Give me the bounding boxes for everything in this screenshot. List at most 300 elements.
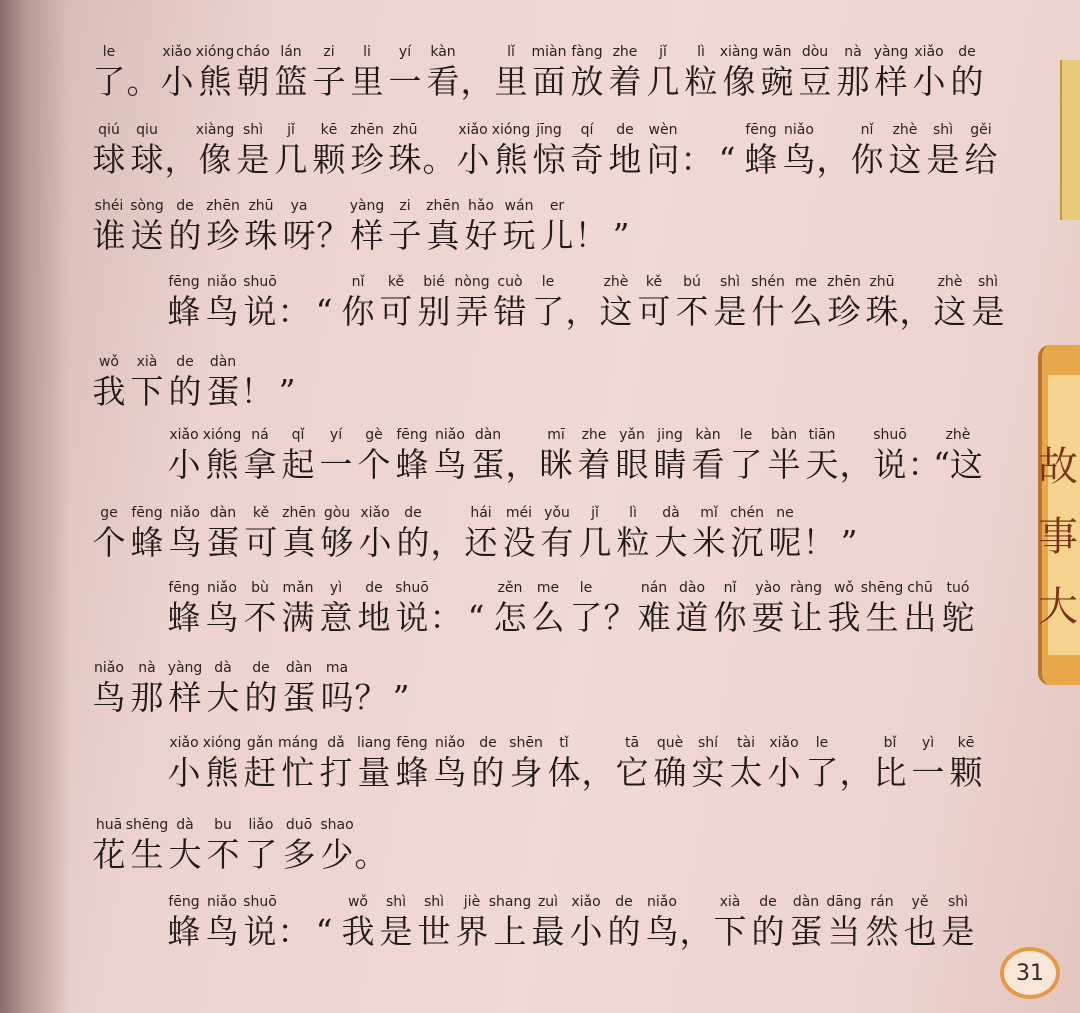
hanzi-with-pinyin	[530, 120, 568, 180]
text-line	[90, 42, 986, 102]
hanzi: ，	[505, 445, 539, 484]
hanzi: 界	[455, 912, 489, 951]
punctuation	[841, 425, 871, 485]
hanzi: ”	[612, 216, 630, 255]
hanzi: 说	[873, 445, 907, 484]
pinyin: xiǎo	[769, 735, 799, 751]
text-line	[90, 503, 864, 563]
pinyin: jīng	[536, 122, 562, 138]
pinyin: zi	[399, 198, 411, 214]
hanzi-with-pinyin	[453, 272, 491, 332]
hanzi: 蜂	[167, 292, 201, 331]
pinyin: xià	[136, 354, 158, 370]
hanzi: 鸟	[168, 523, 202, 562]
pinyin: nòng	[454, 274, 490, 290]
hanzi-with-pinyin	[507, 733, 545, 793]
pinyin: ná	[251, 427, 269, 443]
pinyin: fēng	[396, 427, 428, 443]
hanzi: ，	[816, 140, 850, 179]
hanzi: 像	[198, 140, 232, 179]
hanzi: 我	[341, 912, 375, 951]
hanzi: 面	[532, 62, 566, 101]
hanzi-with-pinyin	[128, 503, 166, 563]
hanzi-with-pinyin	[787, 578, 825, 638]
hanzi-with-pinyin	[234, 42, 272, 102]
hanzi: 个	[92, 523, 126, 562]
hanzi: 确	[653, 753, 687, 792]
pinyin: shì	[977, 274, 999, 290]
hanzi-with-pinyin	[469, 733, 507, 793]
hanzi: 惊	[532, 140, 566, 179]
pinyin: dào	[678, 580, 706, 596]
hanzi: 里	[350, 62, 384, 101]
pinyin: máng	[278, 735, 318, 751]
hanzi-with-pinyin	[348, 196, 386, 256]
hanzi: 的	[396, 523, 430, 562]
pinyin: shēn	[509, 735, 543, 751]
pinyin: xiǎo	[458, 122, 488, 138]
hanzi: 蛋	[471, 445, 505, 484]
pinyin: nà	[844, 44, 862, 60]
hanzi: 熊	[205, 753, 239, 792]
punctuation	[901, 272, 931, 332]
pinyin: jǐ	[659, 44, 667, 60]
hanzi-with-pinyin	[272, 120, 310, 180]
pinyin: shì	[385, 894, 407, 910]
hanzi: 里	[494, 62, 528, 101]
hanzi-with-pinyin	[280, 815, 318, 875]
hanzi-with-pinyin	[158, 42, 196, 102]
pinyin: zhè	[603, 274, 629, 290]
hanzi-with-pinyin	[280, 503, 318, 563]
pinyin: ràng	[789, 580, 823, 596]
hanzi: 几	[274, 140, 308, 179]
hanzi-with-pinyin	[355, 578, 393, 638]
hanzi: 呢	[768, 523, 802, 562]
punctuation	[576, 196, 606, 256]
punctuation	[242, 352, 272, 412]
hanzi: 蜂	[395, 753, 429, 792]
pinyin: zhe	[612, 44, 638, 60]
pinyin: xiàng	[195, 122, 235, 138]
pinyin: niǎo	[784, 122, 814, 138]
hanzi: 生	[130, 835, 164, 874]
hanzi-with-pinyin	[834, 42, 872, 102]
hanzi-with-pinyin	[690, 503, 728, 563]
hanzi-with-pinyin	[803, 425, 841, 485]
pinyin: miàn	[531, 44, 567, 60]
hanzi: 好	[464, 216, 498, 255]
hanzi: 它	[615, 753, 649, 792]
hanzi: 下	[713, 912, 747, 951]
pinyin: bàn	[770, 427, 798, 443]
pinyin: niǎo	[435, 735, 465, 751]
hanzi: 。	[126, 62, 160, 101]
pinyin: zi	[323, 44, 335, 60]
hanzi-with-pinyin	[529, 892, 567, 952]
text-line	[165, 425, 983, 485]
pinyin: bù	[251, 580, 269, 596]
hanzi-with-pinyin	[241, 272, 279, 332]
hanzi: 鸟	[645, 912, 679, 951]
pinyin: xiǎo	[162, 44, 192, 60]
side-title-char: 事	[1038, 514, 1078, 560]
hanzi-with-pinyin	[279, 578, 317, 638]
hanzi-with-pinyin	[310, 42, 348, 102]
hanzi: 蜂	[130, 523, 164, 562]
pinyin: yě	[911, 894, 929, 910]
hanzi: 难	[637, 598, 671, 637]
hanzi-with-pinyin	[924, 120, 962, 180]
hanzi: 说	[243, 292, 277, 331]
hanzi: 下	[130, 372, 164, 411]
pinyin: méi	[505, 505, 533, 521]
hanzi-with-pinyin	[204, 815, 242, 875]
hanzi-with-pinyin	[780, 120, 818, 180]
hanzi: 米	[692, 523, 726, 562]
hanzi: 大	[654, 523, 688, 562]
hanzi: 的	[244, 678, 278, 717]
hanzi-with-pinyin	[90, 352, 128, 412]
hanzi-with-pinyin	[90, 42, 128, 102]
hanzi-with-pinyin	[530, 42, 568, 102]
hanzi: 错	[493, 292, 527, 331]
pinyin: kàn	[430, 44, 456, 60]
pinyin: fēng	[168, 894, 200, 910]
pinyin: xiǎo	[360, 505, 390, 521]
pinyin: le	[102, 44, 116, 60]
pinyin: ge	[100, 505, 118, 521]
hanzi: 样	[874, 62, 908, 101]
hanzi-with-pinyin	[863, 272, 901, 332]
punctuation	[834, 503, 864, 563]
hanzi: ，	[565, 292, 599, 331]
hanzi: 世	[417, 912, 451, 951]
hanzi-with-pinyin	[948, 42, 986, 102]
pinyin: chū	[907, 580, 933, 596]
hanzi-with-pinyin	[386, 196, 424, 256]
hanzi: 样	[350, 216, 384, 255]
pinyin: xiàng	[719, 44, 759, 60]
pinyin: gòu	[323, 505, 351, 521]
hanzi-with-pinyin	[689, 733, 727, 793]
hanzi: 出	[903, 598, 937, 637]
punctuation	[356, 658, 386, 718]
hanzi: 小	[569, 912, 603, 951]
hanzi-with-pinyin	[280, 658, 318, 718]
hanzi-with-pinyin	[787, 892, 825, 952]
punctuation	[461, 578, 491, 638]
hanzi: 。	[354, 835, 388, 874]
pinyin: de	[176, 198, 194, 214]
text-line	[90, 120, 1000, 180]
hanzi: 当	[827, 912, 861, 951]
hanzi-with-pinyin	[415, 272, 453, 332]
hanzi: ！	[802, 523, 836, 562]
pinyin: shén	[751, 274, 785, 290]
pinyin: yì	[329, 580, 343, 596]
hanzi-with-pinyin	[348, 42, 386, 102]
hanzi-with-pinyin	[377, 272, 415, 332]
punctuation	[279, 892, 309, 952]
hanzi: 看	[691, 445, 725, 484]
hanzi: 珠	[388, 140, 422, 179]
pinyin: ma	[325, 660, 349, 676]
punctuation	[841, 733, 871, 793]
hanzi-with-pinyin	[203, 892, 241, 952]
hanzi: ”	[392, 678, 410, 717]
hanzi: 眯	[539, 445, 573, 484]
hanzi: ？	[603, 598, 637, 637]
hanzi: 意	[319, 598, 353, 637]
pinyin: chén	[729, 505, 765, 521]
pinyin: zhū	[392, 122, 418, 138]
hanzi: 别	[417, 292, 451, 331]
hanzi-with-pinyin	[242, 658, 280, 718]
hanzi: 了	[92, 62, 126, 101]
hanzi: 什	[751, 292, 785, 331]
punctuation	[583, 733, 613, 793]
pinyin: shì	[423, 894, 445, 910]
hanzi-with-pinyin	[568, 42, 606, 102]
pinyin: lán	[280, 44, 302, 60]
hanzi: 身	[509, 753, 543, 792]
hanzi-with-pinyin	[348, 120, 386, 180]
hanzi: 小	[167, 753, 201, 792]
pinyin: yí	[398, 44, 412, 60]
hanzi-with-pinyin	[711, 272, 749, 332]
hanzi: 了	[805, 753, 839, 792]
hanzi: 蛋	[206, 523, 240, 562]
hanzi-with-pinyin	[689, 425, 727, 485]
hanzi-with-pinyin	[128, 352, 166, 412]
hanzi-with-pinyin	[128, 658, 166, 718]
hanzi: 子	[388, 216, 422, 255]
hanzi: 着	[608, 62, 642, 101]
hanzi-with-pinyin	[720, 42, 758, 102]
text-line	[90, 196, 636, 256]
hanzi-with-pinyin	[204, 658, 242, 718]
pinyin: hái	[470, 505, 492, 521]
pinyin: zhēn	[827, 274, 861, 290]
text-line	[90, 815, 386, 875]
pinyin: shì	[242, 122, 264, 138]
pinyin: tā	[624, 735, 640, 751]
hanzi: 么	[531, 598, 565, 637]
pinyin: shì	[932, 122, 954, 138]
hanzi: 这	[933, 292, 967, 331]
pinyin: me	[536, 580, 560, 596]
hanzi-with-pinyin	[863, 892, 901, 952]
pinyin: le	[541, 274, 555, 290]
pinyin: qiú	[98, 122, 120, 138]
hanzi-with-pinyin	[568, 120, 606, 180]
hanzi-with-pinyin	[575, 425, 613, 485]
hanzi-with-pinyin	[166, 658, 204, 718]
pinyin: zhēn	[282, 505, 316, 521]
hanzi: 沉	[730, 523, 764, 562]
hanzi: 的	[168, 216, 202, 255]
pinyin: kě	[252, 505, 270, 521]
hanzi: 熊	[205, 445, 239, 484]
hanzi-with-pinyin	[234, 120, 272, 180]
pinyin: yàng	[349, 198, 385, 214]
hanzi-with-pinyin	[538, 503, 576, 563]
pinyin: tiān	[808, 427, 836, 443]
hanzi-with-pinyin	[606, 120, 644, 180]
hanzi: 谁	[92, 216, 126, 255]
hanzi-with-pinyin	[605, 892, 643, 952]
hanzi-with-pinyin	[673, 578, 711, 638]
punctuation	[166, 120, 196, 180]
pinyin: duō	[285, 817, 313, 833]
hanzi-with-pinyin	[909, 733, 947, 793]
hanzi: 怎	[493, 598, 527, 637]
pinyin: de	[615, 894, 633, 910]
hanzi: 玩	[502, 216, 536, 255]
pinyin: de	[958, 44, 976, 60]
hanzi-with-pinyin	[933, 425, 983, 485]
hanzi: 呀	[282, 216, 316, 255]
hanzi: 熊	[494, 140, 528, 179]
hanzi-with-pinyin	[165, 578, 203, 638]
hanzi-with-pinyin	[356, 503, 394, 563]
text-line	[165, 733, 985, 793]
pinyin: me	[794, 274, 818, 290]
hanzi: 拿	[243, 445, 277, 484]
pinyin: niǎo	[207, 580, 237, 596]
hanzi: 鸟	[205, 912, 239, 951]
punctuation	[682, 120, 712, 180]
punctuation	[431, 578, 461, 638]
pinyin: shēng	[125, 817, 169, 833]
hanzi: 么	[789, 292, 823, 331]
hanzi: 几	[578, 523, 612, 562]
hanzi-with-pinyin	[165, 733, 203, 793]
pinyin: zhēn	[426, 198, 460, 214]
hanzi: 小	[160, 62, 194, 101]
hanzi: 是	[926, 140, 960, 179]
hanzi-with-pinyin	[597, 272, 635, 332]
hanzi: “	[467, 598, 485, 637]
hanzi: 打	[319, 753, 353, 792]
hanzi: ：	[907, 445, 941, 484]
hanzi: 起	[281, 445, 315, 484]
pinyin: zhū	[248, 198, 274, 214]
hanzi: 鸟	[205, 292, 239, 331]
pinyin: zhè	[937, 274, 963, 290]
pinyin: mǎn	[282, 580, 314, 596]
hanzi: 颗	[312, 140, 346, 179]
hanzi-with-pinyin	[377, 892, 415, 952]
hanzi-with-pinyin	[537, 425, 575, 485]
hanzi: 地	[608, 140, 642, 179]
hanzi-with-pinyin	[939, 892, 977, 952]
pinyin: shēng	[860, 580, 904, 596]
pinyin: shéi	[94, 198, 124, 214]
hanzi: 蛋	[206, 372, 240, 411]
hanzi: “	[315, 292, 333, 331]
hanzi: 说	[243, 912, 277, 951]
hanzi: 多	[282, 835, 316, 874]
pinyin: shuō	[395, 580, 429, 596]
hanzi: 鸟	[92, 678, 126, 717]
hanzi: 地	[357, 598, 391, 637]
pinyin: kàn	[695, 427, 721, 443]
hanzi-with-pinyin	[711, 892, 749, 952]
hanzi: 那	[130, 678, 164, 717]
hanzi-with-pinyin	[462, 196, 500, 256]
hanzi-with-pinyin	[931, 272, 969, 332]
punctuation	[309, 272, 339, 332]
hanzi-with-pinyin	[386, 42, 424, 102]
hanzi-with-pinyin	[651, 733, 689, 793]
pinyin: xiǎo	[914, 44, 944, 60]
hanzi: ：	[429, 598, 463, 637]
pinyin: tài	[737, 735, 755, 751]
hanzi-with-pinyin	[317, 425, 355, 485]
hanzi: 我	[92, 372, 126, 411]
top-edge-decoration	[1060, 60, 1080, 220]
hanzi-with-pinyin	[355, 425, 393, 485]
punctuation	[128, 42, 158, 102]
hanzi-with-pinyin	[872, 42, 910, 102]
hanzi-with-pinyin	[128, 120, 166, 180]
hanzi-with-pinyin	[415, 892, 453, 952]
pinyin: ya	[290, 198, 308, 214]
pinyin: gè	[365, 427, 383, 443]
hanzi: “	[718, 140, 736, 179]
hanzi: 一	[319, 445, 353, 484]
hanzi-with-pinyin	[538, 196, 576, 256]
punctuation	[432, 503, 462, 563]
pinyin: dàn	[285, 660, 313, 676]
hanzi: 几	[646, 62, 680, 101]
pinyin: wǒ	[833, 580, 854, 596]
pinyin: shì	[719, 274, 741, 290]
punctuation	[386, 658, 416, 718]
hanzi-with-pinyin	[317, 578, 355, 638]
hanzi-with-pinyin	[939, 578, 977, 638]
hanzi: ，	[460, 62, 494, 101]
pinyin: lǐ	[507, 44, 515, 60]
hanzi-with-pinyin	[203, 733, 241, 793]
pinyin: qiu	[136, 122, 158, 138]
pinyin: shì	[947, 894, 969, 910]
hanzi-with-pinyin	[393, 425, 431, 485]
hanzi: 个	[357, 445, 391, 484]
pinyin: jǐ	[287, 122, 295, 138]
hanzi-with-pinyin	[165, 892, 203, 952]
hanzi: 珠	[244, 216, 278, 255]
pinyin: gěi	[970, 122, 992, 138]
hanzi-with-pinyin	[317, 733, 355, 793]
hanzi: 睛	[653, 445, 687, 484]
hanzi-with-pinyin	[386, 120, 424, 180]
hanzi-with-pinyin	[241, 892, 279, 952]
punctuation	[424, 120, 454, 180]
pinyin: wǒ	[347, 894, 368, 910]
pinyin: bú	[683, 274, 701, 290]
hanzi: 忙	[281, 753, 315, 792]
hanzi-with-pinyin	[652, 503, 690, 563]
hanzi: ，	[679, 912, 713, 951]
hanzi-with-pinyin	[500, 503, 538, 563]
hanzi: ：	[680, 140, 714, 179]
pinyin: yǒu	[544, 505, 570, 521]
hanzi-with-pinyin	[241, 733, 279, 793]
hanzi-with-pinyin	[635, 578, 673, 638]
